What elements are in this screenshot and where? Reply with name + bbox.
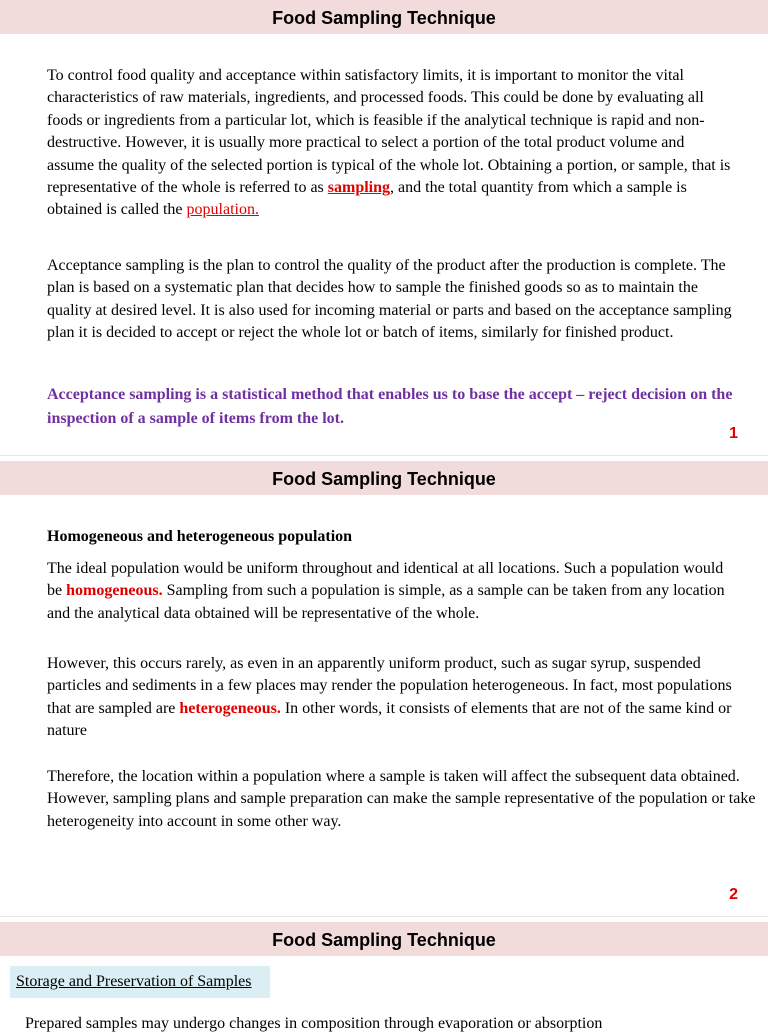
slide-1-title: Food Sampling Technique (0, 0, 768, 34)
term-heterogeneous: heterogeneous. (179, 699, 281, 717)
slide-2-paragraph-2 (47, 653, 747, 743)
slide-1-paragraph-1 (47, 65, 732, 222)
slide-3-title: Food Sampling Technique (0, 922, 768, 956)
paragraph-text: In other words, it consists of elements that are not of the same kind or nature (47, 699, 732, 740)
term-sampling: sampling (327, 179, 391, 197)
paragraph-text: The ideal population would be uniform throughout and identical at all locations. Such a population would be (47, 560, 724, 600)
slide-3-subheading: Storage and Preservation of Samples (10, 966, 270, 998)
slide-1-page-number: 1 (729, 425, 738, 442)
paragraph-text: To control food quality and acceptance within satisfactory limits, it is important to monitor the vital characteristics of raw materials, ingredients, and processed foods. This could be done by evaluating all foods or ingredients from a particular lot, which is feasible if the analytical technique is rapid and non-destructive. However, it is usually more practical to select a portion of the total product volume and assume the quality of the selected portion is typical of the whole lot. Obtaining a portion, or sample, that is representative of the whole is referred to as (47, 67, 731, 197)
term-homogeneous: homogeneous. (66, 582, 163, 600)
slide-1-paragraph-2: Acceptance sampling is the plan to control the quality of the product after the production is complete. The plan is based on a systematic plan that decides how to sample the finished goods so as to maintain the quality at desired level. It is also used for incoming material or parts and based on the acceptance sampling plan it is decided to accept or reject the whole lot or batch of items, similarly for finished product. (47, 257, 732, 342)
slide-1 (0, 0, 768, 455)
slide-2-heading: Homogeneous and heterogeneous population (47, 528, 353, 545)
paragraph-text: However, this occurs rarely, as even in an apparently uniform product, such as sugar syrup, suspended particles and sediments in a few places may render the population heterogeneous. In fact, most populations that are sampled are (47, 655, 732, 717)
slide-separator (0, 455, 768, 456)
paragraph-text: Sampling from such a population is simple, as a sample can be taken from any location and the analytical data obtained will be representative of the whole. (47, 582, 725, 622)
paragraph-text: , and the total quantity from which a sample is obtained is called the (47, 179, 687, 219)
slide-2-paragraph-1 (47, 558, 742, 625)
term-population: population. (186, 201, 259, 219)
slide-2-page-number: 2 (729, 886, 738, 903)
slide-2-paragraph-3: Therefore, the location within a population where a sample is taken will affect the subsequent data obtained. However, sampling plans and sample preparation can make the sample representative of the population or take heterogeneity into account in some other way. (47, 768, 756, 830)
slide-separator (0, 916, 768, 917)
slide-2 (0, 461, 768, 916)
slide-1-highlight: Acceptance sampling is a statistical method that enables us to base the accept – reject decision on the inspection of a sample of items from the lot. (47, 386, 733, 427)
slide-2-title: Food Sampling Technique (0, 461, 768, 495)
slide-3-partial-text: Prepared samples may undergo changes in composition through evaporation or absorption (25, 1015, 603, 1032)
